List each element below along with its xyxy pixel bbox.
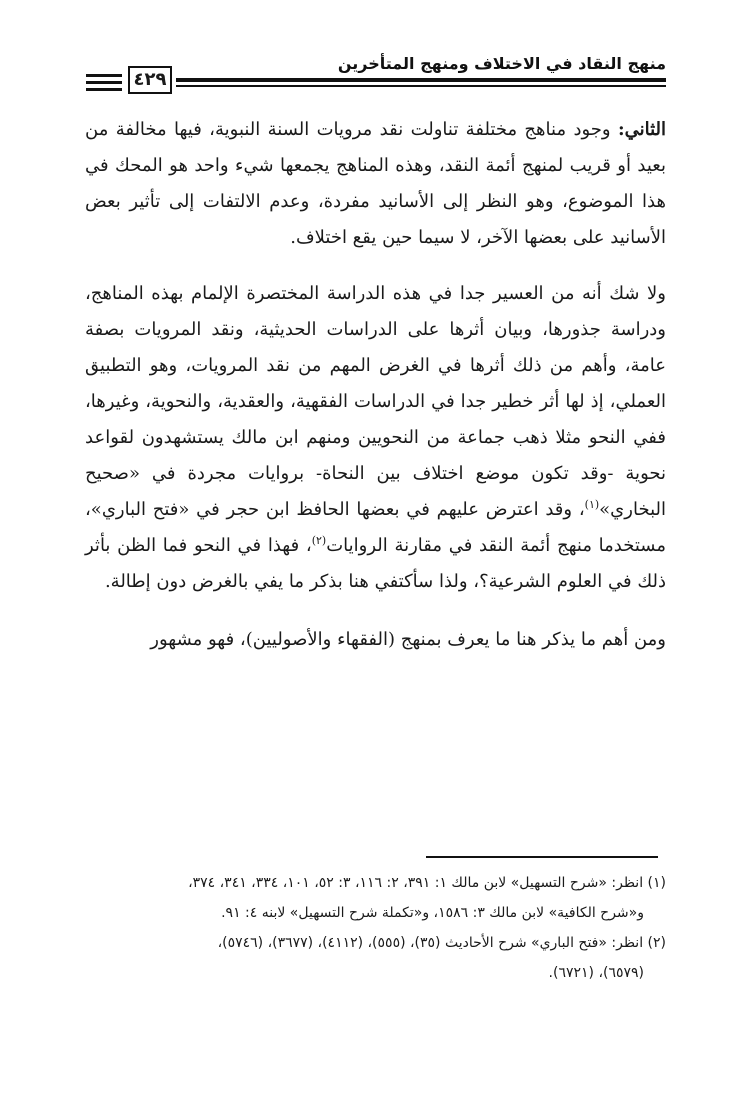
footnote-1-line-2: و«شرح الكافية» لابن مالك ٣: ١٥٨٦، و«تكملة شرح التسهيل» لابنه ٤: ٩١. <box>221 905 644 921</box>
page-number: ٤٢٩ <box>128 66 172 94</box>
footnote-2-line-1: (٢) انظر: «فتح الباري» شرح الأحاديث (٣٥)، (٥٥٥)، (٤١١٢)، (٣٦٧٧)، (٥٧٤٦)، <box>217 935 666 951</box>
footnotes <box>85 868 666 988</box>
paragraph-2-part-3: ، فهذا في النحو فما الظن بأثر ذلك في العلوم الشرعية؟، ولذا سأكتفي هنا بذكر ما يفي بالغرض دون إطالة. <box>85 535 666 592</box>
paragraph-1-text: وجود مناهج مختلفة تناولت نقد مرويات السنة النبوية، فيها مخالفة من بعيد أو قريب لمنهج أئمة النقد، وهذه المناهج يجمعها شيء واحد هو المحك في هذا الموضوع، وهو النظر إلى الأسانيد مفردة، وعدم الالتفات إلى تأثير بعض الأسانيد على بعضها الآخر، لا سيما حين يقع اختلاف. <box>85 119 666 248</box>
footnote-1-line-1: (١) انظر: «شرح التسهيل» لابن مالك ١: ٣٩١، ٢: ١١٦، ٣: ٥٢، ١٠١، ٣٣٤، ٣٤١، ٣٧٤، <box>188 875 666 891</box>
header-rule-thick <box>176 78 666 82</box>
header-rule-thin <box>176 85 666 87</box>
footnote-ref-1[interactable]: (١) <box>584 498 600 511</box>
running-title: منهج النقاد في الاختلاف ومنهج المتأخرين <box>337 54 666 73</box>
footnote-ref-2[interactable]: (٢) <box>311 534 327 547</box>
paragraph-2 <box>85 276 666 600</box>
paragraph-2-part-2: ، وقد اعترض عليهم في بعضها الحافظ ابن حجر في «فتح الباري»، مستخدما منهج أئمة النقد في مقارنة الروايات <box>85 499 666 556</box>
paragraph-2-part-1: ولا شك أنه من العسير جدا في هذه الدراسة المختصرة الإلمام بهذه المناهج، ودراسة جذورها، وبيان أثرها على الدراسات الحديثية، ونقد المرويات بصفة عامة، وأهم من ذلك أثرها في الغرض المهم من نقد المرويات، وهو التطبيق العملي، إذ لها أثر خطير جدا في الدراسات الفقهية، والعقدية، والنحوية، وغيرها، ففي النحو مثلا ذهب جماعة من النحويين ومنهم ابن مالك يستشهدون لقواعد نحوية -وقد تكون موضع اختلاف بين النحاة- بروايات مجردة في «صحيح البخاري» <box>85 283 666 520</box>
header-ornament-line <box>86 74 122 77</box>
paragraph-1 <box>85 112 666 256</box>
paragraph-1-lead: الثاني: <box>617 119 666 140</box>
paragraph-3: ومن أهم ما يذكر هنا ما يعرف بمنهج (الفقهاء والأصوليين)، فهو مشهور <box>150 629 666 650</box>
main-text <box>85 112 666 678</box>
footnote-2-line-2: (٦٥٧٩)، (٦٧٢١). <box>548 965 644 981</box>
footnote-separator <box>426 856 658 858</box>
header-ornament-line <box>86 81 122 84</box>
page-header <box>86 52 666 98</box>
header-ornament-line <box>86 88 122 91</box>
